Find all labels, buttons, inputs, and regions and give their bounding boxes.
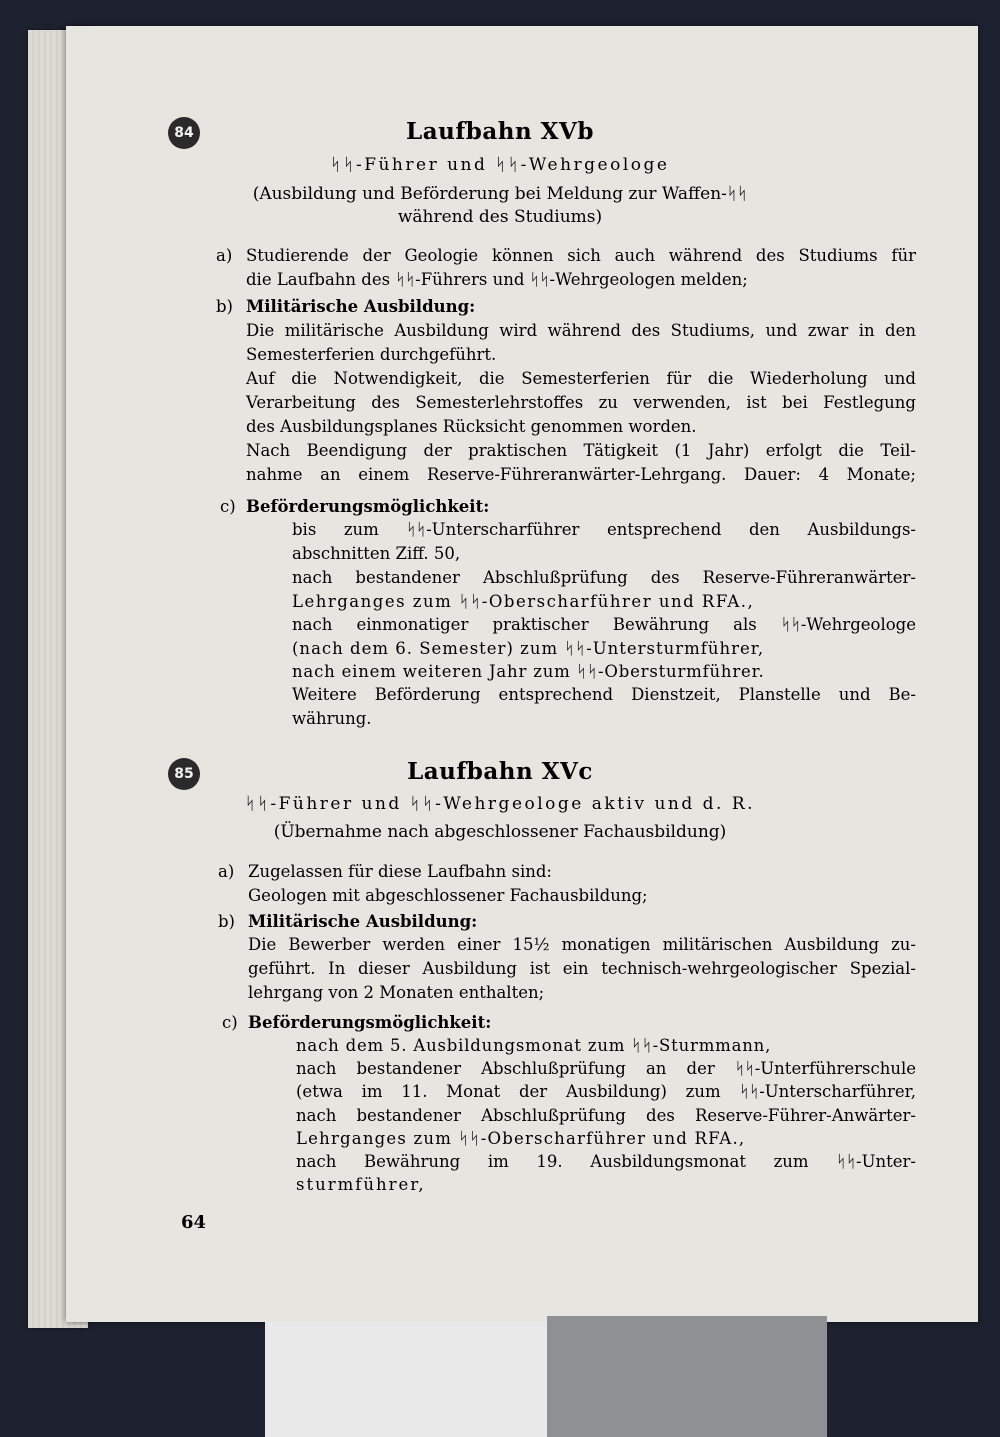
list-marker: b) xyxy=(218,912,235,931)
paragraph-line: nahme an einem Reserve-Führeranwärter-Lehrgang. Dauer: 4 Monate; xyxy=(246,465,916,484)
section-description: (Übernahme nach abgeschlossener Fachausbildung) xyxy=(273,822,727,842)
subsection-heading: Beförderungsmöglichkeit: xyxy=(246,497,490,516)
paragraph-line: währung. xyxy=(292,709,372,728)
section-description-cont: während des Studiums) xyxy=(397,207,603,227)
subsection-heading: Militärische Ausbildung: xyxy=(248,912,478,931)
reference-card-gray xyxy=(547,1316,827,1437)
paragraph-line: nach einem weiteren Jahr zum ᛋᛋ-Obersturmführer. xyxy=(292,662,765,681)
paragraph-line: Verarbeitung des Semesterlehrstoffes zu verwenden, ist bei Festlegung xyxy=(246,393,916,412)
section-title: Laufbahn XVc xyxy=(407,758,593,785)
paragraph-line: (nach dem 6. Semester) zum ᛋᛋ-Untersturmführer, xyxy=(292,639,765,658)
paragraph-line: nach Bewährung im 19. Ausbildungsmonat zum ᛋᛋ-Unter- xyxy=(296,1152,916,1171)
paragraph-line: (etwa im 11. Monat der Ausbildung) zum ᛋᛋ-Unterscharführer, xyxy=(296,1082,916,1101)
paragraph-line: Geologen mit abgeschlossener Fachausbildung; xyxy=(248,886,648,905)
section-description: (Ausbildung und Beförderung bei Meldung zur Waffen-ᛋᛋ xyxy=(252,184,748,204)
paragraph-line: bis zum ᛋᛋ-Unterscharführer entsprechend den Ausbildungs- xyxy=(292,520,916,539)
section-number-badge: 84 xyxy=(168,117,200,149)
paragraph-line: Die Bewerber werden einer 15½ monatigen militärischen Ausbildung zu- xyxy=(248,935,916,954)
paragraph-line: des Ausbildungsplanes Rücksicht genommen worden. xyxy=(246,417,697,436)
paragraph-line: Zugelassen für diese Laufbahn sind: xyxy=(248,862,552,881)
paragraph-line: nach einmonatiger praktischer Bewährung als ᛋᛋ-Wehrgeologe xyxy=(292,615,916,634)
paragraph-line: lehrgang von 2 Monaten enthalten; xyxy=(248,983,545,1002)
paragraph-line: Semesterferien durchgeführt. xyxy=(246,345,497,364)
paragraph-line: Auf die Notwendigkeit, die Semesterferien für die Wiederholung und xyxy=(246,369,916,388)
paragraph-line: Nach Beendigung der praktischen Tätigkeit (1 Jahr) erfolgt die Teil- xyxy=(246,441,916,460)
section-number-badge: 85 xyxy=(168,758,200,790)
paragraph-line: nach bestandener Abschlußprüfung des Reserve-Führer-Anwärter- xyxy=(296,1106,916,1125)
section-title: Laufbahn XVb xyxy=(406,118,594,145)
list-marker: a) xyxy=(218,862,235,881)
reference-card-white xyxy=(265,1322,547,1437)
section-subtitle: ᛋᛋ-Führer und ᛋᛋ-Wehrgeologe xyxy=(330,155,670,175)
paragraph-line: geführt. In dieser Ausbildung ist ein technisch-wehrgeologischer Spezial- xyxy=(248,959,916,978)
paragraph-line: nach bestandener Abschlußprüfung an der ᛋᛋ-Unterführerschule xyxy=(296,1059,916,1078)
paragraph-line: nach bestandener Abschlußprüfung des Reserve-Führeranwärter- xyxy=(292,568,916,587)
list-marker: b) xyxy=(216,297,233,316)
paragraph-line: sturmführer, xyxy=(296,1175,426,1194)
section-subtitle: ᛋᛋ-Führer und ᛋᛋ-Wehrgeologe aktiv und d. R. xyxy=(244,794,756,814)
paragraph-line: Lehrganges zum ᛋᛋ-Oberscharführer und RFA., xyxy=(296,1129,746,1148)
list-marker: a) xyxy=(216,246,233,265)
list-marker: c) xyxy=(220,497,236,516)
paragraph-line: Studierende der Geologie können sich auch während des Studiums für xyxy=(246,246,916,265)
paragraph-line: die Laufbahn des ᛋᛋ-Führers und ᛋᛋ-Wehrgeologen melden; xyxy=(246,270,748,289)
list-marker: c) xyxy=(222,1013,238,1032)
paragraph-line: Lehrganges zum ᛋᛋ-Oberscharführer und RFA., xyxy=(292,592,755,611)
paragraph-line: Die militärische Ausbildung wird während des Studiums, und zwar in den xyxy=(246,321,916,340)
paragraph-line: Weitere Beförderung entsprechend Dienstzeit, Planstelle und Be- xyxy=(292,685,916,704)
paragraph-line: nach dem 5. Ausbildungsmonat zum ᛋᛋ-Sturmmann, xyxy=(296,1036,772,1055)
subsection-heading: Beförderungsmöglichkeit: xyxy=(248,1013,492,1032)
subsection-heading: Militärische Ausbildung: xyxy=(246,297,476,316)
page-number: 64 xyxy=(181,1212,207,1233)
paragraph-line: abschnitten Ziff. 50, xyxy=(292,544,461,563)
